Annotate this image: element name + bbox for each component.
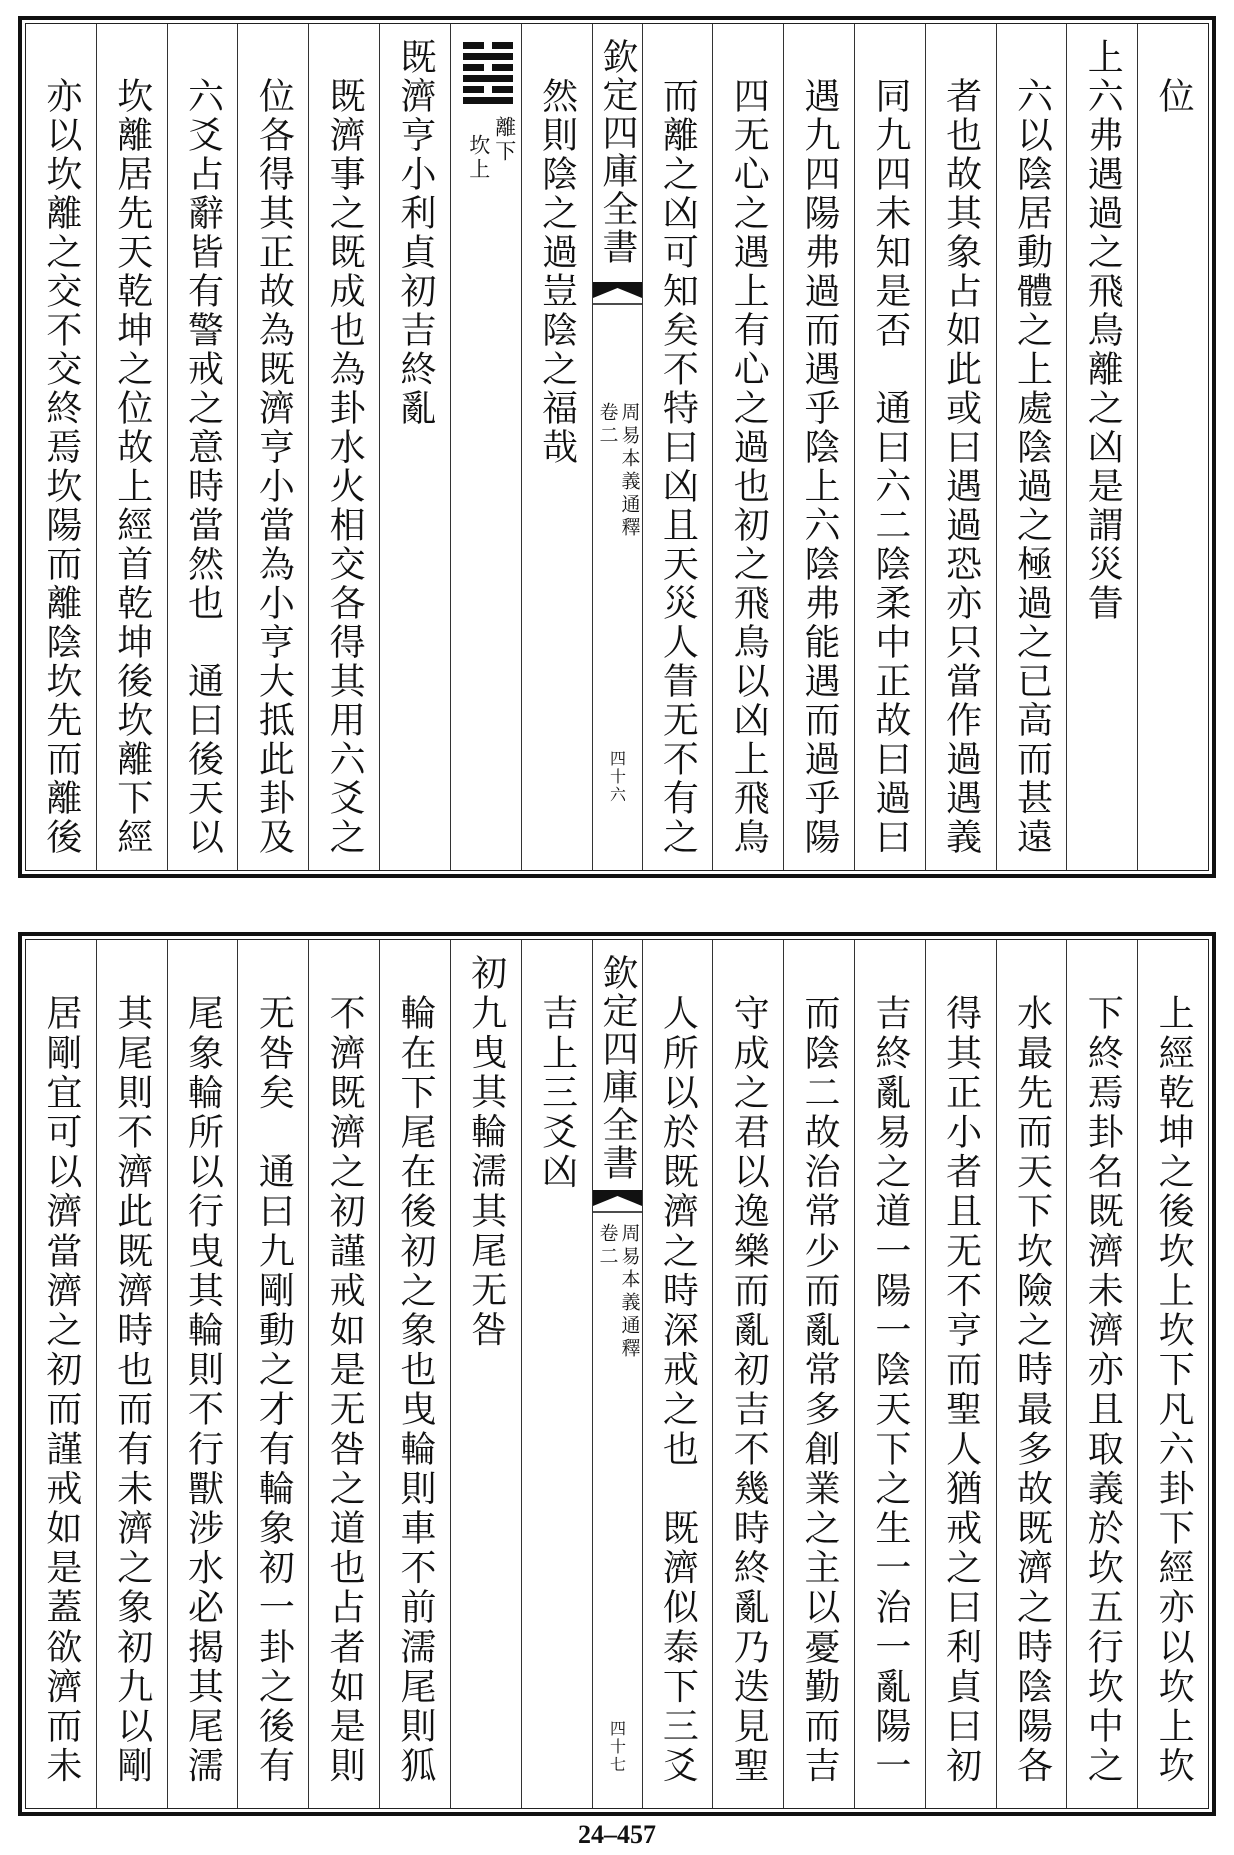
fold-volume: 卷二 (596, 1223, 619, 1269)
text-column (450, 940, 521, 1808)
commentary-text: 坎離居先天乾坤之位故上經首乾坤後坎離下經 (111, 77, 153, 857)
fold-title-box (593, 954, 642, 1182)
hexagram-yang-line (463, 97, 513, 104)
hexagram-yang-line (463, 53, 513, 60)
commentary-column (308, 940, 379, 1808)
hexagram-jiji-icon (463, 40, 513, 108)
hexagram-yin-line-segment (492, 86, 513, 93)
commentary-text: 吉終亂易之道一陽一陰天下之生一治一亂陽一 (869, 994, 911, 1786)
commentary-text: 尾象輪所以行曳其輪則不行獸涉水必揭其尾濡 (182, 994, 224, 1786)
commentary-text: 其尾則不濟此既濟時也而有未濟之象初九以剛 (111, 994, 153, 1786)
commentary-column (712, 24, 783, 870)
hexagram-yin-line-segment (492, 64, 513, 71)
fold-folio-number: 四十六 (607, 750, 627, 804)
fold-title: 欽定四庫全書 (597, 38, 638, 266)
commentary-column (642, 24, 713, 870)
commentary-text: 水最先而天下坎險之時最多故既濟之時陰陽各 (1011, 994, 1053, 1786)
commentary-column (167, 24, 238, 870)
fold-title-box (593, 38, 642, 266)
commentary-text: 吉上三爻凶 (536, 994, 578, 1192)
commentary-column (783, 24, 854, 870)
commentary-text: 遇九四陽弗過而遇乎陰上六陰弗能遇而過乎陽 (799, 77, 841, 857)
commentary-column (1137, 940, 1208, 1808)
hexagram-yin-line-segment (463, 64, 484, 71)
text-column (379, 24, 450, 870)
upper-trigram-label: 坎上 (466, 134, 491, 182)
commentary-column (925, 940, 996, 1808)
commentary-text: 輪在下尾在後初之象也曳輪則車不前濡尾則狐 (394, 994, 436, 1786)
reprint-page-number: 24–457 (578, 1820, 656, 1849)
commentary-text: 守成之君以逸樂而亂初吉不幾時終亂乃迭見聖 (728, 994, 770, 1786)
fold-folio-number: 四十七 (607, 1720, 627, 1774)
commentary-text: 得其正小者且无不亨而聖人猶戒之曰利貞曰初 (940, 994, 982, 1786)
commentary-text: 下終焉卦名既濟未濟亦且取義於坎五行坎中之 (1082, 994, 1124, 1786)
commentary-text: 者也故其象占如此或曰遇過恐亦只當作過遇義 (940, 77, 982, 857)
upper-page-panel (18, 16, 1216, 878)
hexagram-heading-column (450, 24, 521, 870)
commentary-text: 居剛宜可以濟當濟之初而謹戒如是蓋欲濟而未 (40, 994, 82, 1786)
commentary-column (521, 24, 592, 870)
commentary-column (96, 940, 167, 1808)
commentary-column (237, 24, 308, 870)
commentary-text: 六以陰居動體之上處陰過之極過之已高而甚遠 (1011, 77, 1053, 857)
text-column (1066, 24, 1137, 870)
commentary-text: 四无心之遇上有心之過也初之飛鳥以凶上飛鳥 (728, 77, 770, 857)
commentary-column (26, 940, 96, 1808)
hexagram-yang-line (463, 75, 513, 82)
lower-page-panel (18, 932, 1216, 1816)
hexagram-yin-line-segment (463, 86, 484, 93)
fold-center-column (592, 24, 642, 870)
main-text: 上六弗遇過之飛鳥離之凶是謂災眚 (1082, 38, 1124, 623)
commentary-text: 上經乾坤之後坎上坎下凡六卦下經亦以坎上坎 (1153, 994, 1195, 1786)
commentary-column (925, 24, 996, 870)
commentary-text: 同九四未知是否 通曰六二陰柔中正故曰過曰 (869, 77, 911, 857)
commentary-text: 然則陰之過豈陰之福哉 (536, 77, 578, 467)
fold-title: 欽定四庫全書 (597, 954, 638, 1182)
commentary-column (308, 24, 379, 870)
commentary-column (1137, 24, 1208, 870)
commentary-column (379, 940, 450, 1808)
commentary-column (996, 940, 1067, 1808)
commentary-text: 六爻占辭皆有警戒之意時當然也 通曰後天以 (182, 77, 224, 857)
commentary-text: 而陰二故治常少而亂常多創業之主以憂勤而吉 (799, 994, 841, 1786)
fold-book-title: 周易本義通釋 (618, 402, 641, 540)
main-text: 既濟亨小利貞初吉終亂 (394, 38, 436, 428)
commentary-text: 既濟事之既成也為卦水火相交各得其用六爻之 (324, 77, 366, 857)
commentary-text: 位各得其正故為既濟亨小當為小亨大抵此卦及 (253, 77, 295, 857)
fold-center-column (592, 940, 642, 1808)
commentary-column (26, 24, 96, 870)
commentary-column (854, 940, 925, 1808)
hexagram-yin-line-segment (492, 42, 513, 49)
commentary-column (783, 940, 854, 1808)
commentary-column (712, 940, 783, 1808)
commentary-column (1066, 940, 1137, 1808)
fishtail-mark (593, 1190, 642, 1214)
hexagram-yin-line-segment (463, 42, 484, 49)
fold-volume: 卷二 (596, 402, 619, 448)
commentary-text: 位 (1153, 77, 1195, 116)
commentary-column (642, 940, 713, 1808)
commentary-text: 不濟既濟之初謹戒如是无咎之道也占者如是則 (324, 994, 366, 1786)
main-text: 初九曳其輪濡其尾无咎 (465, 954, 507, 1350)
upper-page-frame (25, 23, 1209, 871)
lower-trigram-label: 離下 (492, 116, 517, 164)
commentary-text: 亦以坎離之交不交終焉坎陽而離陰坎先而離後 (40, 77, 82, 857)
commentary-column (521, 940, 592, 1808)
commentary-text: 而離之凶可知矣不特曰凶且天災人眚无不有之 (657, 77, 699, 857)
fishtail-mark (593, 282, 642, 306)
lower-page-frame (25, 939, 1209, 1809)
commentary-column (96, 24, 167, 870)
commentary-column (167, 940, 238, 1808)
commentary-text: 无咎矣 通曰九剛動之才有輪象初一卦之後有 (253, 994, 295, 1786)
fold-book-title: 周易本義通釋 (618, 1223, 641, 1361)
commentary-column (996, 24, 1067, 870)
commentary-column (237, 940, 308, 1808)
commentary-text: 人所以於既濟之時深戒之也 既濟似泰下三爻 (657, 994, 699, 1786)
commentary-column (854, 24, 925, 870)
